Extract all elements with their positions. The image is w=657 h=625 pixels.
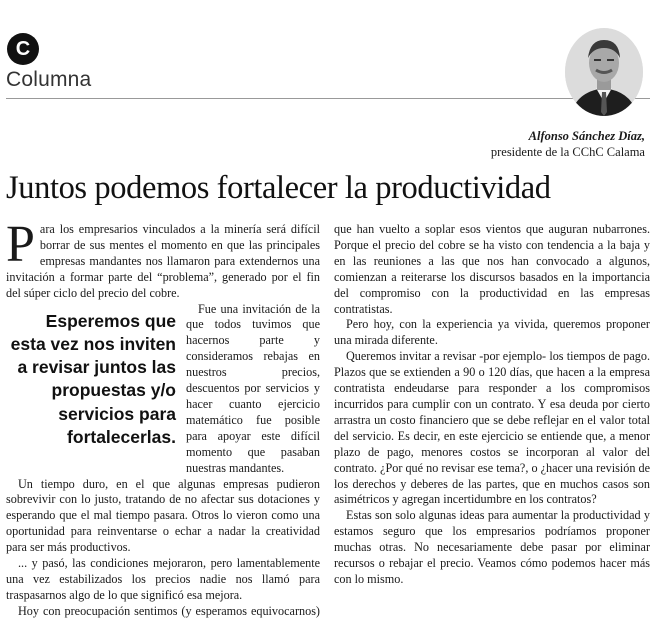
- section-label: Columna: [6, 68, 92, 91]
- paragraph-5: Hoy con preocupación sentimos (y esperamos equivocarnos): [18, 603, 320, 618]
- author-portrait-icon: [565, 28, 643, 116]
- article-column-left: [6, 216, 320, 620]
- drop-cap: P: [6, 216, 35, 273]
- paragraph-5-continued: que han vuelto a soplar esos vientos que auguran nubarrones. Porque el precio del cobre se ha visto con tendencia a la baja y en las reuniones a las que nos han convocado a algunos, comienzan a reiterarse los discursos basados en la importancia del compromiso con la productividad en las empresas contratistas.: [334, 222, 650, 316]
- paragraph-3: Un tiempo duro, en el que algunas empresas pudieron sobrevivir con lo justo, tratando de no afectar sus dotaciones y esperando que el mal tiempo pasara. Otros lo vieron como una oportunidad para reinventarse o echar a nadar la creatividad para ser más productivos.: [6, 476, 320, 555]
- article-column-right: [334, 222, 650, 588]
- paragraph-2: [6, 302, 320, 477]
- header-divider: [6, 98, 650, 99]
- paragraph-8: Estas son solo algunas ideas para aumentar la productividad y estamos seguro que los empresarios podríamos proponer muchas otras. No necesariamente debe pasar por eliminar recursos o rebajar el precio. Veamos cómo podemos hacer más con lo mismo.: [334, 508, 650, 586]
- section-badge: C: [7, 33, 39, 65]
- paragraph-6: Pero hoy, con la experiencia ya vivida, queremos proponer una mirada diferente.: [334, 317, 650, 348]
- paragraph-7: Queremos invitar a revisar -por ejemplo- los tiempos de pago. Plazos que se extienden a 90 o 120 días, que hacen a la empresa contratista endeudarse para responder a los compromisos incurridos para cumplir con un contrato. Y esa deuda por cierto arrastra un costo financiero que se debe reflejar en el valor total del servicio. Es decir, en este ejercicio se entiende que, a menor plazo de pago, menores costos se incorporan al valor del contrato. ¿Por qué no revisar ese tema?, o ¿hacer una revisión de los derechos y deberes de las partes, que en muchos casos son asimétricos y agregan incertidumbre en los contratos?: [334, 349, 650, 507]
- paragraph-1: [6, 216, 320, 302]
- paragraph-1-text: ara los empresarios vinculados a la minería será difícil borrar de sus mentes el momento en que las principales empresas mandantes nos llamaron para extendernos una invitación a formar parte del “problema”, generado por el fin del súper ciclo del precio del cobre.: [6, 222, 320, 300]
- author-byline: [491, 128, 645, 160]
- headline: Juntos podemos fortalecer la productividad: [6, 170, 551, 206]
- paragraph-2-text: Fue una invitación de la que todos tuvimos que hacernos parte y consideramos rebajas en nuestros precios, descuentos por servicios y hacer cuanto ejercicio matemático fue posible para apoyar este difícil momento que pasaban nuestras mandantes.: [186, 301, 320, 475]
- author-name: Alfonso Sánchez Díaz,: [528, 129, 645, 143]
- paragraph-4: ... y pasó, las condiciones mejoraron, pero lamentablemente una vez estabilizados los precios nadie nos llamó para traspasarnos algo de lo que significó esa mejora.: [6, 556, 320, 602]
- author-role: presidente de la CChC Calama: [490, 145, 645, 159]
- pull-quote: Esperemos que esta vez nos inviten a revisar juntos las propuestas y/o servicios para fortalecerlas.: [10, 310, 176, 448]
